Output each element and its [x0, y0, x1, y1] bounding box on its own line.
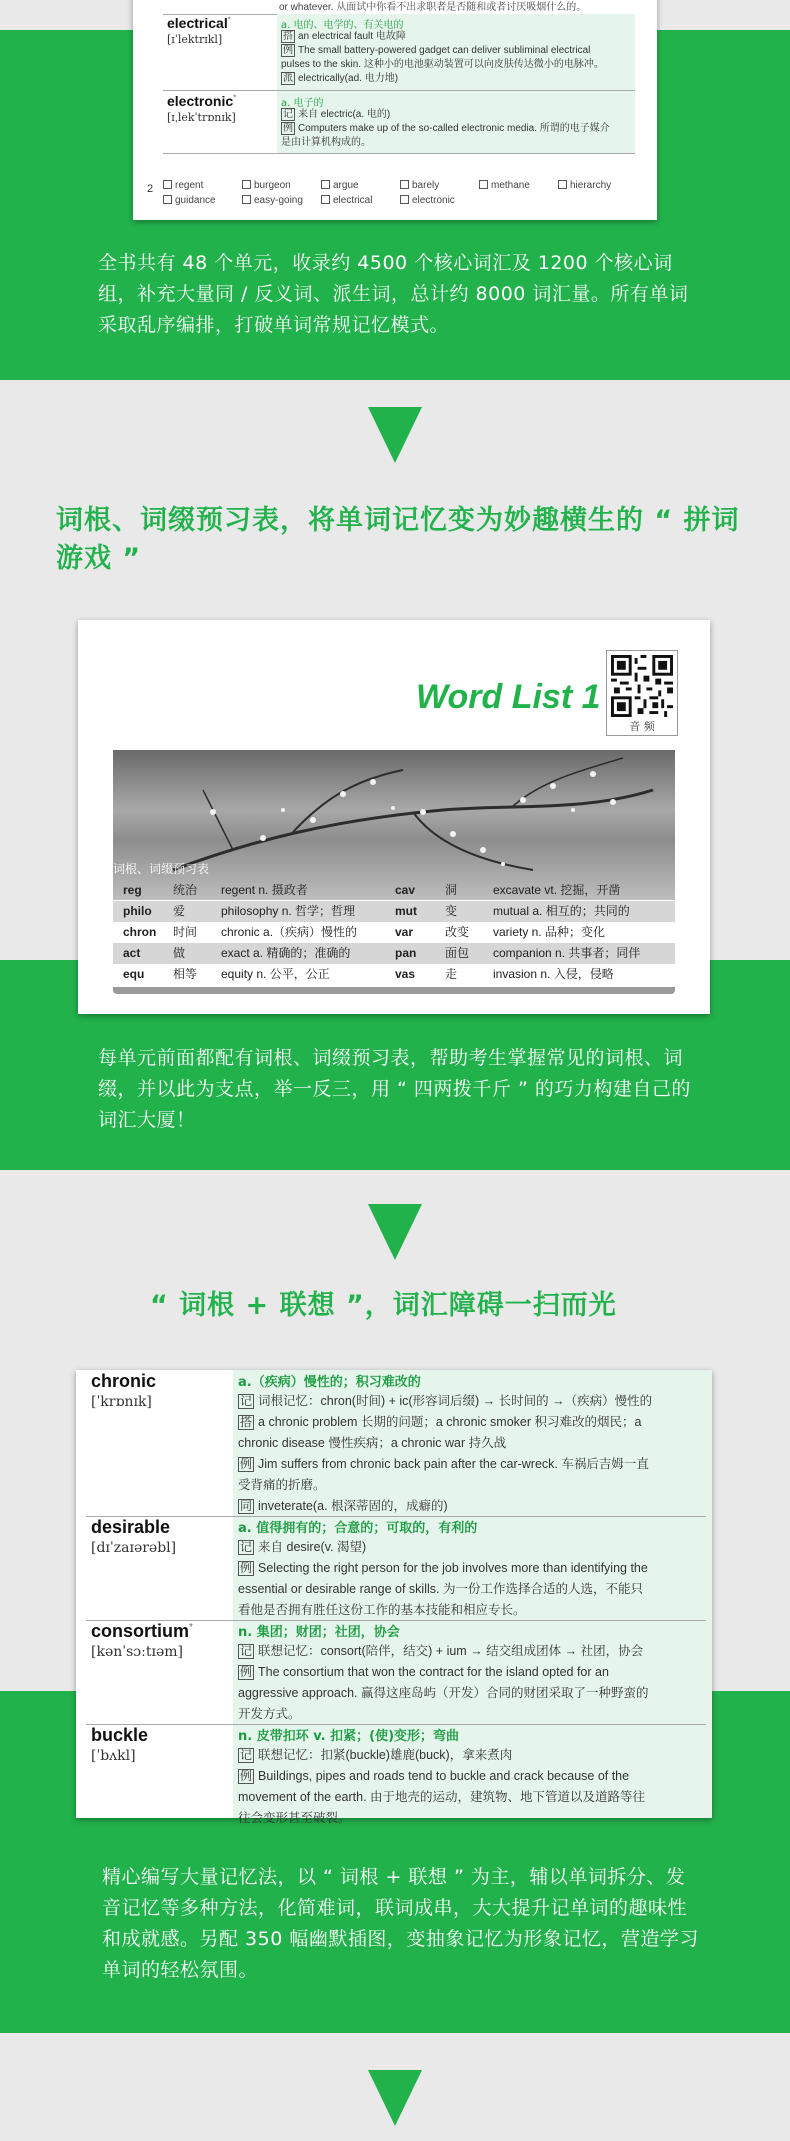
entry-line: essential or desirable range of skills. 为一份工作选择合适的人选，不能只: [238, 1582, 643, 1596]
down-arrow-icon: [368, 2070, 422, 2126]
entry-line: 同 inveterate(a. 根深蒂固的，成癖的): [240, 1499, 448, 1513]
check-item[interactable]: guidance: [163, 195, 216, 206]
section3-heading: “ 词根 + 联想 ”，词汇障碍一扫而光: [150, 1290, 617, 1321]
branch-photo: [113, 750, 675, 900]
entry-lines-consortium: [238, 1641, 708, 1725]
headword-electronic: electronic*: [167, 93, 237, 109]
headword-desirable: desirable: [91, 1517, 171, 1537]
check-item[interactable]: regent: [163, 180, 203, 191]
entry-line: 记 来自 electric(a. 电的): [283, 109, 391, 120]
check-item[interactable]: burgeon: [242, 180, 291, 191]
headword-electrical: electrical*: [167, 15, 231, 31]
check-item[interactable]: hierarchy: [558, 180, 611, 191]
phonetic-electrical: [ɪˈlektrɪkl]: [167, 33, 223, 46]
entry-lines-chronic: [238, 1391, 708, 1517]
gloss-buckle: n. 皮带扣环 v. 扣紧；(使)变形；弯曲: [238, 1729, 460, 1744]
qr-code-icon: [611, 655, 673, 717]
entry-lines-electrical: [281, 30, 633, 86]
gloss-electrical: a. 电的、电学的、有关电的: [281, 20, 404, 31]
headword-buckle: buckle: [91, 1725, 149, 1745]
check-item[interactable]: barely: [400, 180, 439, 191]
table-row: act 做 exact a. 精确的；准确的 pan 面包 companion n. 共事者；同伴: [113, 943, 675, 964]
entry-line: 例 The consortium that won the contract for the island opted for an: [240, 1665, 609, 1679]
headword-consortium: consortium*: [91, 1621, 193, 1641]
entry-line: 记 来自 desire(v. 渴望): [240, 1540, 367, 1554]
qr-code[interactable]: [606, 650, 678, 736]
entry-line: chronic disease 慢性疾病；a chronic war 持久战: [238, 1436, 507, 1450]
tag-label: 例: [240, 1665, 253, 1679]
check-item[interactable]: methane: [479, 180, 530, 191]
entry-line: 记 联想记忆：扣紧(buckle)雄鹿(buck)，拿来煮肉: [240, 1748, 513, 1762]
table-row: philo 爱 philosophy n. 哲学；哲理 mut 变 mutual a. 相互的；共同的: [113, 901, 675, 922]
entry-line: 看他是否拥有胜任这份工作的基本技能和相应专长。: [238, 1603, 526, 1617]
tag-label: 记: [240, 1644, 253, 1658]
entry-line: 例 Computers make up of the so-called electronic media. 所谓的电子媒介: [283, 123, 610, 134]
entry-line: movement of the earth. 由于地壳的运动，建筑物、地下管道以及道路等往: [238, 1790, 646, 1804]
section2-heading: 词根、词缀预习表，将单词记忆变为妙趣横生的 “ 拼词游戏 ”: [56, 505, 740, 574]
tag-label: 记: [240, 1540, 253, 1554]
headword-chronic: chronic: [91, 1371, 157, 1391]
entry-line: 例 Selecting the right person for the job involves more than identifying the: [240, 1561, 648, 1575]
tag-label: 同: [240, 1499, 253, 1513]
table-row: chron 时间 chronic a.（疾病）慢性的 var 改变 variety n. 品种；变化: [123, 925, 606, 939]
entry-line: 往会变形甚至破裂。: [238, 1811, 351, 1825]
check-item[interactable]: argue: [321, 180, 359, 191]
table-row: equ 相等 equity n. 公平，公正 vas 走 invasion n. 入侵，侵略: [123, 967, 614, 981]
tag-label: 例: [283, 45, 293, 56]
table-row: reg 统治 regent n. 摄政者 cav 洞 excavate vt. 挖掘，开凿: [123, 883, 621, 897]
gloss-consortium: n. 集团；财团；社团，协会: [238, 1625, 400, 1640]
tag-label: 例: [240, 1561, 253, 1575]
dictionary-page-card-2: [76, 1370, 712, 1825]
table-caption: 词根、词缀预习表: [113, 862, 210, 876]
tag-label: 例: [283, 123, 293, 134]
phonetic-consortium: [kənˈsɔːtɪəm]: [91, 1644, 183, 1660]
phonetic-buckle: [ˈbʌkl]: [91, 1748, 136, 1764]
top-line: or whatever. 从面试中你看不出求职者是否随和或者讨厌吸烟什么的。: [279, 2, 587, 13]
entry-line: 搭 a chronic problem 长期的问题；a chronic smoker 积习难改的烟民；a: [240, 1415, 642, 1429]
tag-label: 例: [240, 1457, 253, 1471]
entry-line: 例 Jim suffers from chronic back pain after the car-wreck. 车祸后吉姆一直: [240, 1457, 649, 1471]
entry-line: 记 联想记忆：consort(陪伴，结交) + ium → 结交组成团体 → 社团，协会: [240, 1644, 644, 1658]
entry-lines-buckle: [238, 1745, 708, 1829]
tag-label: 例: [240, 1769, 253, 1783]
tag-label: 记: [283, 109, 293, 120]
page-number: 2: [147, 183, 154, 195]
tag-label: 记: [240, 1394, 253, 1408]
entry-line: 是由计算机构成的。: [281, 137, 371, 148]
word-list-title: Word List 1: [416, 678, 601, 716]
tag-label: 派: [283, 73, 293, 84]
entry-lines-desirable: [238, 1537, 708, 1621]
section1-paragraph: 全书共有 48 个单元，收录约 4500 个核心词汇及 1200 个核心词组，补充大量同 / 反义词、派生词，总计约 8000 词汇量。所有单词采取乱序编排，打破单词常规记忆模式。: [98, 252, 689, 336]
entry-line: aggressive approach. 赢得这座岛屿（开发）合同的财团采取了一种野蛮的: [238, 1686, 649, 1700]
table-bottom-bar: [113, 987, 675, 994]
gloss-electronic: a. 电子的: [281, 98, 324, 109]
phonetic-desirable: [dɪˈzaɪərəbl]: [91, 1540, 177, 1556]
entry-line: 记 词根记忆：chron(时间) + ic(形容词后缀) → 长时间的 →（疾病）慢性的: [240, 1394, 653, 1408]
down-arrow-icon: [368, 1204, 422, 1260]
qr-label: 音 频: [629, 720, 655, 733]
check-item[interactable]: electronic: [400, 195, 455, 206]
tag-label: 搭: [283, 31, 293, 42]
tree-branch-icon: [113, 750, 675, 900]
section3-paragraph: 精心编写大量记忆法，以 “ 词根 + 联想 ” 为主，辅以单词拆分、发音记忆等多种方法，化简难词，联词成串，大大提升记单词的趣味性和成就感。另配 350 幅幽默插图，变抽象记忆为形象记忆，营造学习单词的轻松氛围。: [102, 1866, 699, 1981]
entry-line: 受背痛的折磨。: [238, 1478, 326, 1492]
divider: [163, 153, 635, 154]
gloss-chronic: a.（疾病）慢性的；积习难改的: [238, 1375, 421, 1390]
tag-label: 搭: [240, 1415, 253, 1429]
entry-line: 开发方式。: [238, 1707, 301, 1721]
tag-label: 记: [240, 1748, 253, 1762]
gloss-desirable: a. 值得拥有的；合意的；可取的，有利的: [238, 1521, 478, 1536]
entry-line: 搭 an electrical fault 电故障: [283, 31, 406, 42]
check-item[interactable]: electrical: [321, 195, 372, 206]
section2-paragraph: 每单元前面都配有词根、词缀预习表，帮助考生掌握常见的词根、词缀，并以此为支点，举一反三，用 “ 四两拨千斤 ” 的巧力构建自己的词汇大厦！: [98, 1047, 691, 1131]
entry-line: pulses to the skin. 这种小的电池驱动装置可以向皮肤传达微小的电脉冲。: [281, 59, 604, 70]
entry-line: 例 The small battery-powered gadget can deliver subliminal electrical: [283, 45, 591, 56]
phonetic-electronic: [ɪˌlekˈtrɒnɪk]: [167, 111, 236, 124]
down-arrow-icon: [368, 407, 422, 463]
check-item[interactable]: easy-going: [242, 195, 303, 206]
word-list-card: [78, 620, 710, 1014]
dictionary-page-card-1: [133, 0, 657, 220]
entry-line: 派 electrically(ad. 电力地): [283, 73, 399, 84]
phonetic-chronic: [ˈkrɒnɪk]: [91, 1394, 152, 1410]
entry-lines-electronic: [281, 108, 633, 150]
entry-line: 例 Buildings, pipes and roads tend to buckle and crack because of the: [240, 1769, 630, 1783]
